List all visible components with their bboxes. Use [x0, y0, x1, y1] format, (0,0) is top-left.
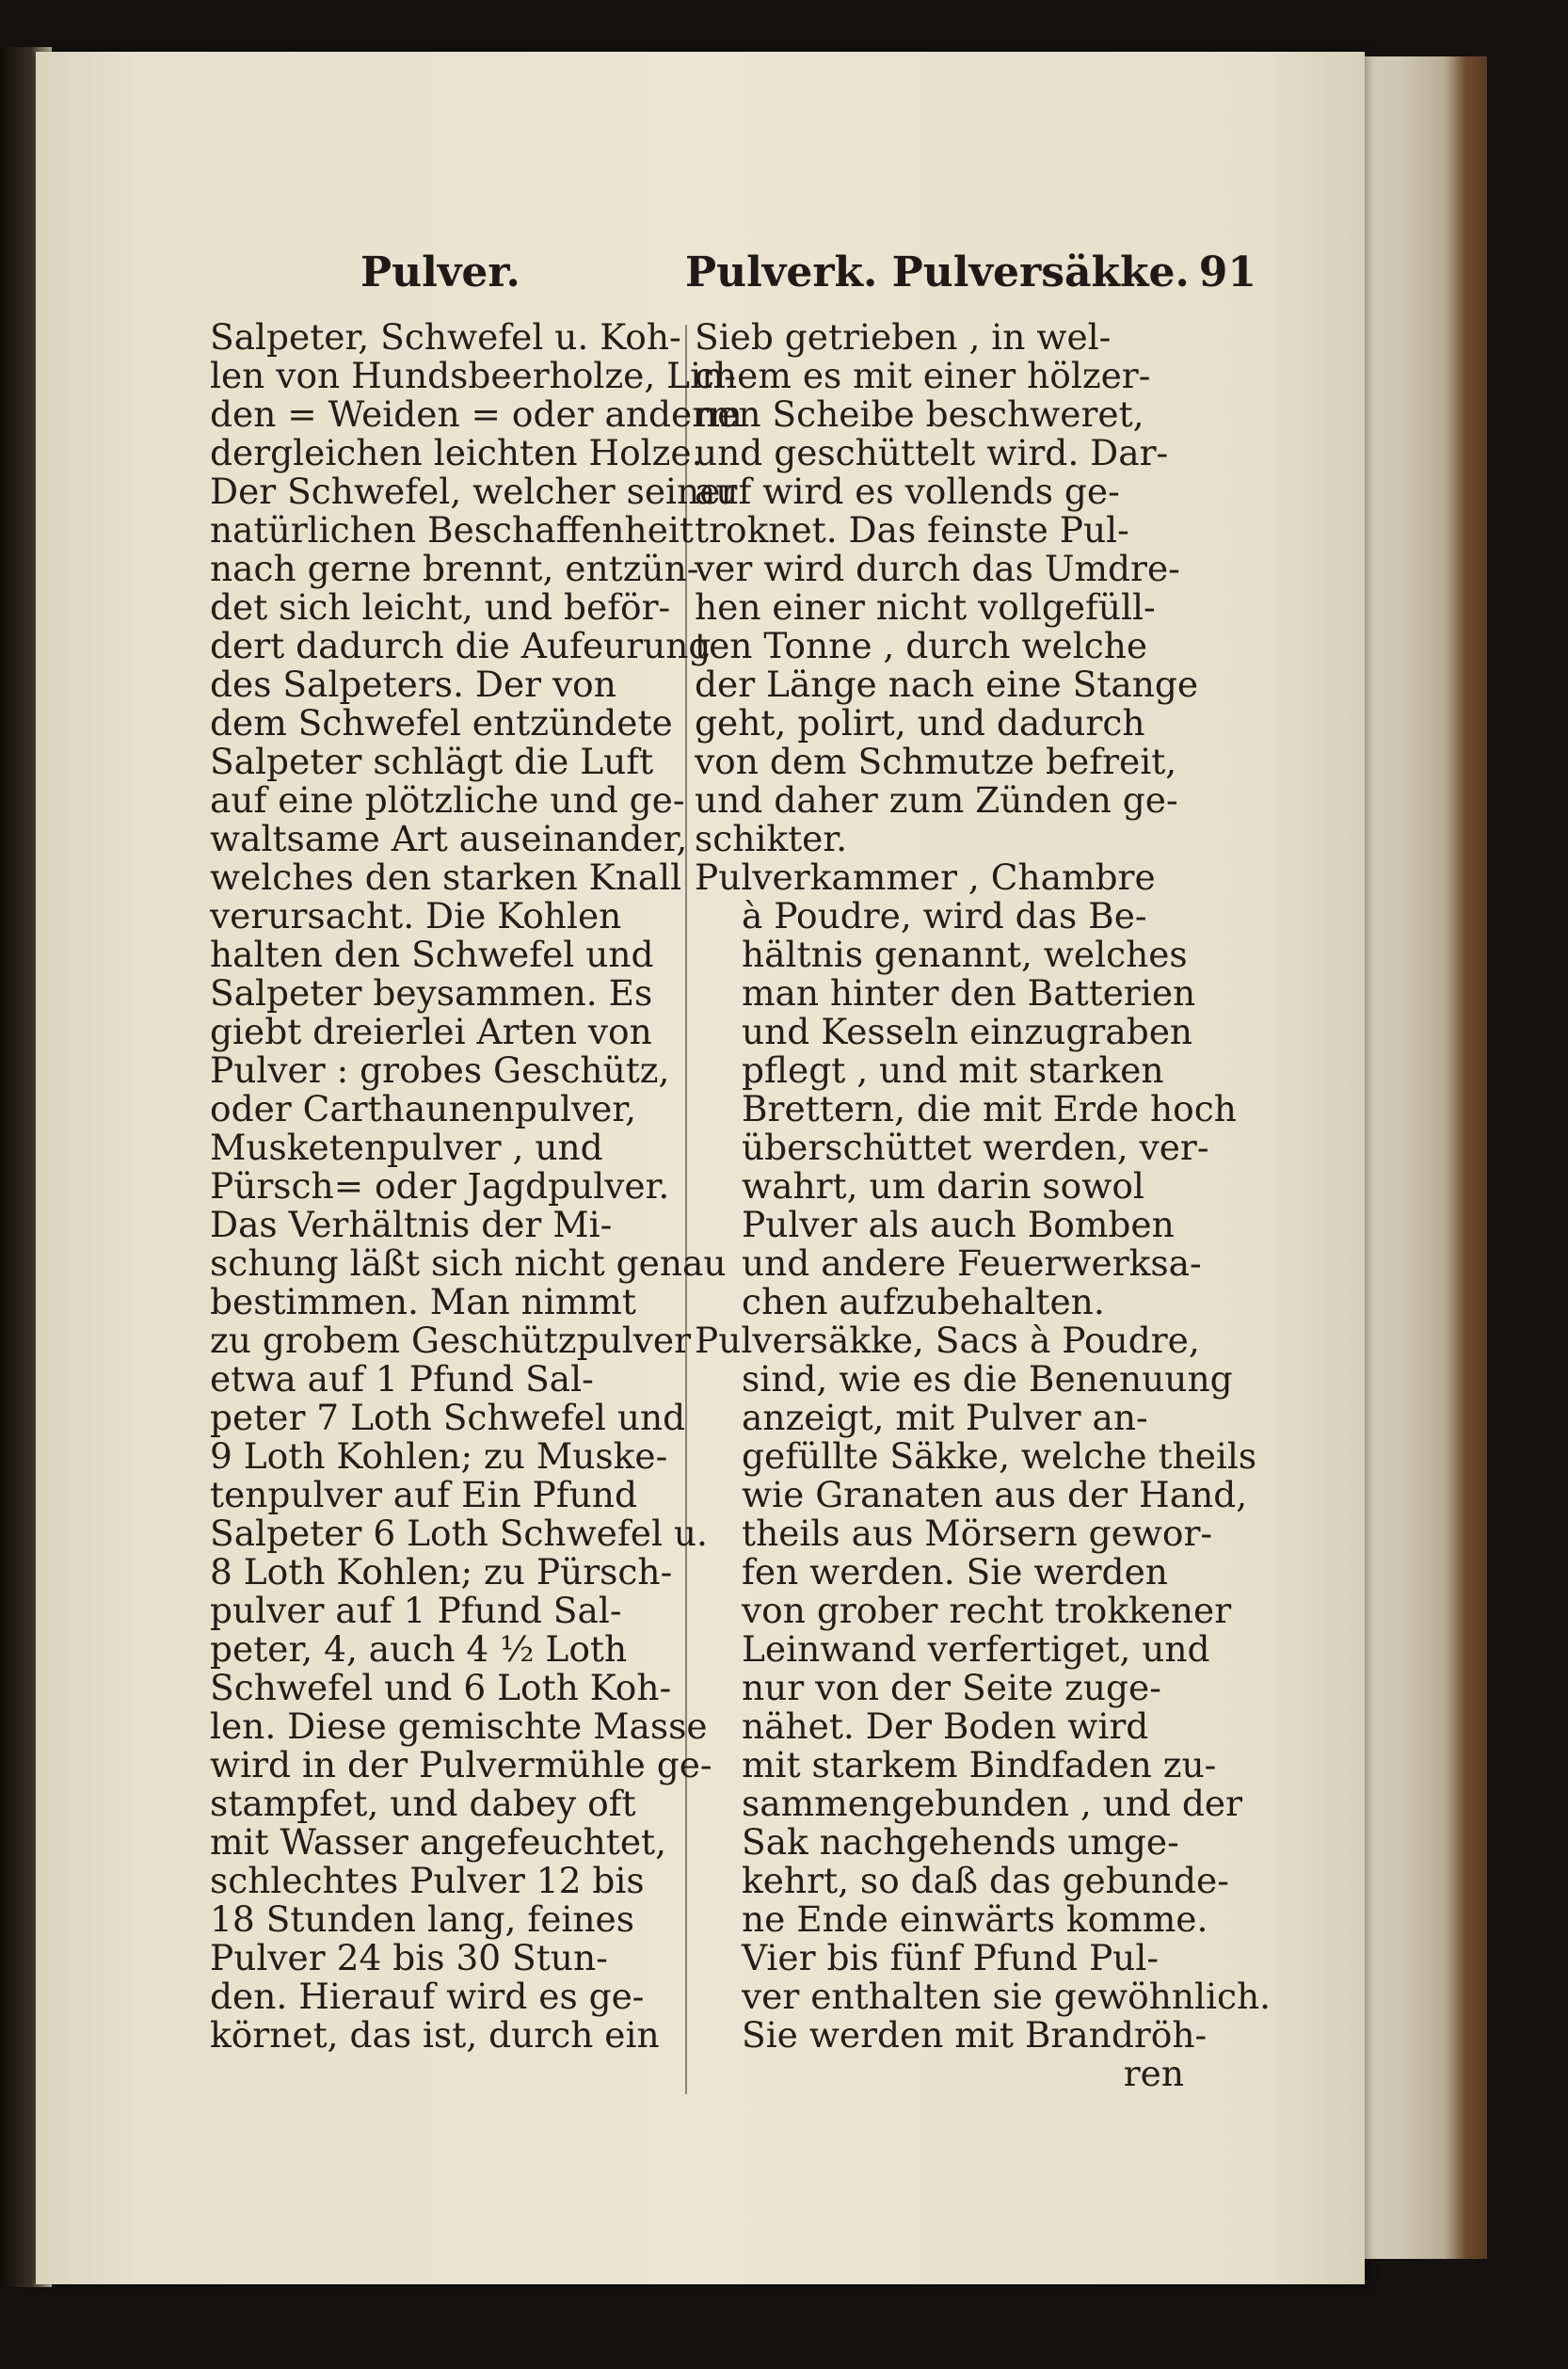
text-line: det sich leicht, und beför- [210, 586, 671, 628]
text-line: Sie werden mit Brandröh- [742, 2014, 1208, 2056]
text-line: von grober recht trokkener [742, 1590, 1232, 1631]
text-line: hen einer nicht vollgefüll- [695, 586, 1156, 628]
text-line: Salpeter beysammen. Es [210, 972, 653, 1014]
text-line: natürlichen Beschaffenheit [210, 509, 694, 551]
text-line: und geschüttelt wird. Dar- [695, 432, 1169, 473]
text-line: des Salpeters. Der von [210, 664, 616, 705]
text-line: und daher zum Zünden ge- [695, 779, 1178, 821]
text-line: Salpeter, Schwefel u. Koh- [210, 316, 681, 358]
text-line: peter 7 Loth Schwefel und [210, 1397, 686, 1438]
text-line: Pulversäkke, Sacs à Poudre, [695, 1320, 1200, 1361]
text-line: Das Verhältnis der Mi- [210, 1204, 613, 1245]
catchword: ren [1123, 2053, 1184, 2094]
text-line: dert dadurch die Aufeurung [210, 625, 712, 666]
text-line: mit starkem Bindfaden zu- [742, 1744, 1217, 1785]
text-line: kehrt, so daß das gebunde- [742, 1860, 1229, 1901]
text-line: dem Schwefel entzündete [210, 702, 673, 744]
text-line: Der Schwefel, welcher seiner [210, 471, 738, 512]
text-line: oder Carthaunenpulver, [210, 1088, 637, 1129]
text-line: nur von der Seite zuge- [742, 1667, 1161, 1708]
text-line: Pulver : grobes Geschütz, [210, 1049, 670, 1091]
text-line: stampfet, und dabey oft [210, 1783, 636, 1824]
text-line: geht, polirt, und dadurch [695, 702, 1145, 744]
text-line: 9 Loth Kohlen; zu Muske- [210, 1435, 668, 1477]
text-line: len. Diese gemischte Masse [210, 1705, 708, 1747]
text-line: Schwefel und 6 Loth Koh- [210, 1667, 672, 1708]
text-line: wird in der Pulvermühle ge- [210, 1744, 712, 1785]
text-line: waltsame Art auseinander, [210, 818, 688, 859]
text-line: 18 Stunden lang, feines [210, 1898, 634, 1940]
page-edges [1346, 56, 1487, 2259]
text-line: ver wird durch das Umdre- [695, 548, 1180, 589]
text-line: Pulver als auch Bomben [742, 1204, 1175, 1245]
right-column [695, 318, 1271, 2093]
text-line: ver enthalten sie gewöhnlich. [742, 1976, 1272, 2017]
text-line: von dem Schmutze befreit, [695, 741, 1177, 782]
page-number: 91 [1198, 248, 1256, 296]
text-line: pulver auf 1 Pfund Sal- [210, 1590, 622, 1631]
left-column [210, 318, 743, 2055]
text-line: mit Wasser angefeuchtet, [210, 1821, 667, 1863]
running-head-right [685, 245, 1256, 301]
text-line: ne Ende einwärts komme. [742, 1898, 1208, 1940]
text-line: pflegt , und mit starken [742, 1049, 1164, 1091]
text-line: schlechtes Pulver 12 bis [210, 1860, 645, 1901]
text-line: troknet. Das feinste Pul- [695, 509, 1129, 551]
text-line: 8 Loth Kohlen; zu Pürsch- [210, 1551, 673, 1593]
text-line: sammengebunden , und der [742, 1783, 1243, 1824]
text-line: nähet. Der Boden wird [742, 1705, 1149, 1747]
text-line: Pürsch= oder Jagdpulver. [210, 1165, 670, 1207]
text-line: nach gerne brennt, entzün- [210, 548, 699, 589]
text-line: hältnis genannt, welches [742, 934, 1188, 975]
text-line: welches den starken Knall [210, 856, 682, 898]
text-line: chen aufzubehalten. [742, 1281, 1105, 1322]
text-line: Salpeter schlägt die Luft [210, 741, 654, 782]
text-line: und Kesseln einzugraben [742, 1011, 1193, 1052]
text-line: Brettern, die mit Erde hoch [742, 1088, 1237, 1129]
text-line: körnet, das ist, durch ein [210, 2014, 660, 2056]
text-line: auf wird es vollends ge- [695, 471, 1120, 512]
text-line: halten den Schwefel und [210, 934, 654, 975]
text-line: Sak nachgehends umge- [742, 1821, 1179, 1863]
text-line: nen Scheibe beschweret, [695, 393, 1144, 435]
text-line: zu grobem Geschützpulver [210, 1320, 691, 1361]
text-line: sind, wie es die Benenuung [742, 1358, 1233, 1400]
text-line: Salpeter 6 Loth Schwefel u. [210, 1513, 708, 1554]
text-line: den = Weiden = oder anderm [210, 393, 743, 435]
text-line: Pulverkammer , Chambre [695, 856, 1156, 898]
text-line: den. Hierauf wird es ge- [210, 1976, 645, 2017]
text-line: und andere Feuerwerksa- [742, 1242, 1202, 1284]
text-line: len von Hundsbeerholze, Lin- [210, 355, 736, 396]
text-line: wahrt, um darin sowol [742, 1165, 1144, 1207]
text-line: schung läßt sich nicht genau [210, 1242, 727, 1284]
running-head-left: Pulver. [360, 248, 520, 296]
text-line: tenpulver auf Ein Pfund [210, 1474, 637, 1515]
text-line: Pulver 24 bis 30 Stun- [210, 1937, 608, 1978]
running-head-title: Pulverk. Pulversäkke. [685, 248, 1190, 296]
text-line: gefüllte Säkke, welche theils [742, 1435, 1257, 1477]
text-line: der Länge nach eine Stange [695, 664, 1199, 705]
text-line: Sieb getrieben , in wel- [695, 316, 1112, 358]
text-line: überschüttet werden, ver- [742, 1127, 1209, 1168]
text-line: chem es mit einer hölzer- [695, 355, 1151, 396]
book-page [36, 52, 1365, 2284]
text-line: bestimmen. Man nimmt [210, 1281, 636, 1322]
text-line: auf eine plötzliche und ge- [210, 779, 685, 821]
text-line: verursacht. Die Kohlen [210, 895, 622, 936]
text-line: schikter. [695, 818, 848, 859]
text-line: man hinter den Batterien [742, 972, 1196, 1014]
text-line: à Poudre, wird das Be- [742, 895, 1147, 936]
text-line: giebt dreierlei Arten von [210, 1011, 652, 1052]
text-line: fen werden. Sie werden [742, 1551, 1168, 1593]
text-line: ten Tonne , durch welche [695, 625, 1148, 666]
text-line: wie Granaten aus der Hand, [742, 1474, 1248, 1515]
text-line: Musketenpulver , und [210, 1127, 603, 1168]
text-line: dergleichen leichten Holze. [210, 432, 703, 473]
text-line: Leinwand verfertiget, und [742, 1628, 1210, 1670]
text-line: Vier bis fünf Pfund Pul- [742, 1937, 1159, 1978]
text-line: anzeigt, mit Pulver an- [742, 1397, 1148, 1438]
text-line: etwa auf 1 Pfund Sal- [210, 1358, 594, 1400]
text-line: peter, 4, auch 4 ½ Loth [210, 1628, 628, 1670]
text-line: theils aus Mörsern gewor- [742, 1513, 1213, 1554]
